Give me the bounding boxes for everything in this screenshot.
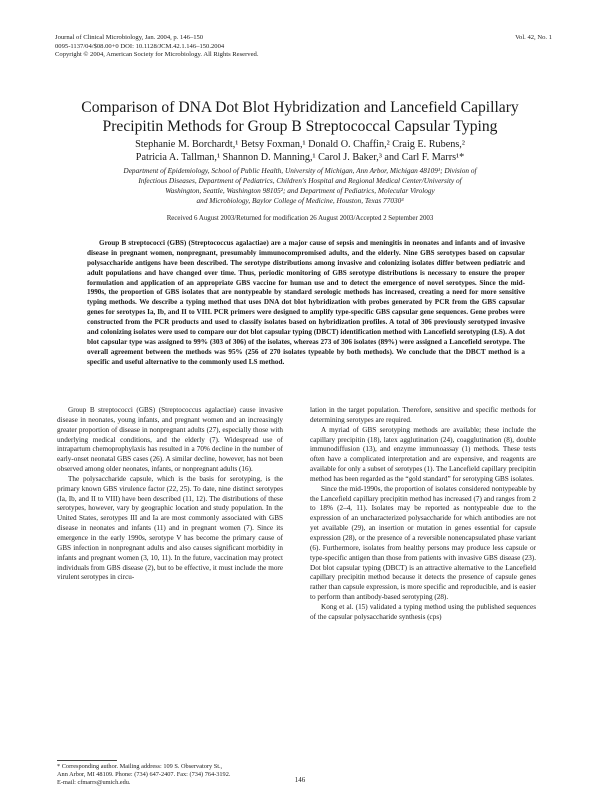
footnote-line-2: Ann Arbor, MI 48109. Phone: (734) 647-2407. Fax: (734) 764-3192. (57, 771, 231, 779)
footnote-line-3: E-mail: cfmarrs@umich.edu. (57, 779, 131, 787)
authors-line-2: Patricia A. Tallman,¹ Shannon D. Manning,¹ Carol J. Baker,³ and Carl F. Marrs¹* (135, 151, 465, 163)
paper-title (40, 99, 560, 137)
title-line-1: Comparison of DNA Dot Blot Hybridization and Lancefield Capillary (81, 99, 519, 116)
affiliations (40, 166, 560, 206)
body-column-right (310, 406, 536, 623)
page-number: 146 (294, 776, 306, 784)
affiliation-line-4: and Microbiology, Baylor College of Medicine, Houston, Texas 77030³ (196, 195, 404, 205)
body-paragraph: Since the mid-1990s, the proportion of isolates considered nontypeable by the Lancefield capillary precipitin method has increased (7) and ranges from 2 to 18% (2–4, 11). Isolates may be reported as nontypeable due to the expression of an uncharacterized polysaccharide for which antibodies are not yet available (29), an insertion or mutation in genes essential for capsule expression (28), or the presence of a reversible nonencapsulated phase variant (6). Furthermore, isolates from healthy persons may produce less capsule or type-specific antigen than those from patients with invasive GBS disease (23). Dot blot capsular typing (DBCT) is an attractive alternative to the Lancefield capillary precipitin method because it detects the presence of capsule genes rather than capsule expression, is more specific and reproducible, and is easier to perform than antibody-based serotyping (28). (310, 484, 536, 602)
affiliation-line-2: Infectious Diseases, Department of Pediatrics, Children's Hospital and Regional Medical Center/University of (138, 175, 462, 185)
volume-label: Vol. 42, No. 1 (515, 34, 552, 41)
footnote-divider (57, 760, 117, 761)
title-line-2: Precipitin Methods for Group B Streptococcal Capsular Typing (102, 117, 498, 135)
footnote-line-1: * Corresponding author. Mailing address: 109 S. Observatory St., (57, 763, 223, 770)
journal-line: Journal of Clinical Microbiology, Jan. 2004, p. 146–150 (55, 34, 204, 41)
body-paragraph: The polysaccharide capsule, which is the basis for serotyping, is the primary known GBS virulence factor (22, 25). To date, nine distinct serotypes (Ia, Ib, and II to VIII) have been described (11, 12). The distributions of these serotypes, however, vary by geographic location and study population. In the United States, serotypes III and Ia are most commonly associated with GBS disease in neonates and infants (11) and in pregnant women (7). Since its emergence in the early 1990s, serotype V has become the primary cause of GBS infection in nonpregnant adults and also causes significant morbidity in infants and pregnant women (3, 10, 11). In the future, vaccination may protect individuals from GBS disease (2), but to be effective, it must include the more virulent serotypes in circu- (57, 474, 283, 582)
body-paragraph: A myriad of GBS serotyping methods are available; these include the capillary precipitin (18), latex agglutination (24), coagglutination (8), double immunodiffusion (13), and enzyme immunoassay (1) methods. These tests often have a complicated interpretation and are expensive, and reagents are available for only a subset of serotypes (1). The Lancefield capillary precipitin method has been regarded as the “gold standard” for serotyping GBS isolates. (310, 425, 536, 483)
author-list (40, 139, 560, 164)
running-header (55, 34, 258, 60)
affiliation-line-3: Washington, Seattle, Washington 98105²; and Department of Pediatrics, Molecular Virology (165, 185, 435, 195)
received-dates: Received 6 August 2003/Returned for modification 26 August 2003/Accepted 2 September 2003 (166, 215, 434, 222)
body-paragraph: Group B streptococci (GBS) (Streptococcus agalactiae) cause invasive disease in neonates, young infants, and pregnant women and an increasingly greater proportion of disease in nonpregnant adults (27), especially those with underlying medical conditions, and the elderly (7). Widespread use of intrapartum chemoprophylaxis has resulted in a 70% decline in the number of early-onset neonatal GBS cases (26). A similar decline, however, has not been observed among older neonates, infants, or nonpregnant adults (16). (57, 406, 283, 474)
doi-line: 0095-1137/04/$08.00+0 DOI: 10.1128/JCM.42.1.146–150.2004 (55, 42, 225, 50)
body-paragraph: Kong et al. (15) validated a typing method using the published sequences of the capsular polysaccharide synthesis (cps) (310, 602, 536, 621)
body-paragraph: lation in the target population. Therefore, sensitive and specific methods for determining serotypes are required. (310, 406, 536, 424)
body-column-left (57, 406, 283, 583)
copyright-line: Copyright © 2004, American Society for Microbiology. All Rights Reserved. (55, 51, 259, 59)
authors-line-1: Stephanie M. Borchardt,¹ Betsy Foxman,¹ Donald O. Chaffin,² Craig E. Rubens,² (135, 139, 465, 150)
affiliation-line-1: Department of Epidemiology, School of Public Health, University of Michigan, Ann Arbor, Michigan 48109¹; Division of (123, 166, 477, 175)
abstract: Group B streptococci (GBS) (Streptococcus agalactiae) are a major cause of sepsis and meningitis in neonates and infants and of invasive disease in pregnant women, nonpregnant, presumably immunocompromised adults, and the elderly. Nine GBS serotypes based on capsular polysaccharide antigens have been described. The serotype distributions among invasive and colonizing isolates differ between pediatric and adult populations and have changed over time. Thus, periodic monitoring of GBS serotype distributions is necessary to ensure the proper formulation and application of an appropriate GBS vaccine for human use and to detect the emergence of novel serotypes. Since the mid-1990s, the proportion of GBS isolates that are nontypeable by standard serologic methods has increased, creating a need for more sensitive typing methods. We describe a typing method that uses DNA dot blot hybridization with probes generated by PCR from the GBS capsular genes for serotypes Ia, Ib, and II to VIII. PCR primers were designed to amplify type-specific GBS capsular gene sequences. Gene probes were constructed from the PCR products and used to classify isolates based on hybridization profiles. A total of 306 previously serotyped invasive and colonizing isolates were used to compare our dot blot capsular typing (DBCT) identification method with Lancefield serotyping (LS). A dot blot capsular type was assigned to 99% (303 of 306) of the isolates, whereas 273 of 306 isolates (89%) were assigned a Lancefield serotype. The overall agreement between the methods was 95% (256 of 270 isolates typeable by both methods). We conclude that the DBCT method is a specific and useful alternative to the commonly used LS method. (87, 239, 525, 366)
